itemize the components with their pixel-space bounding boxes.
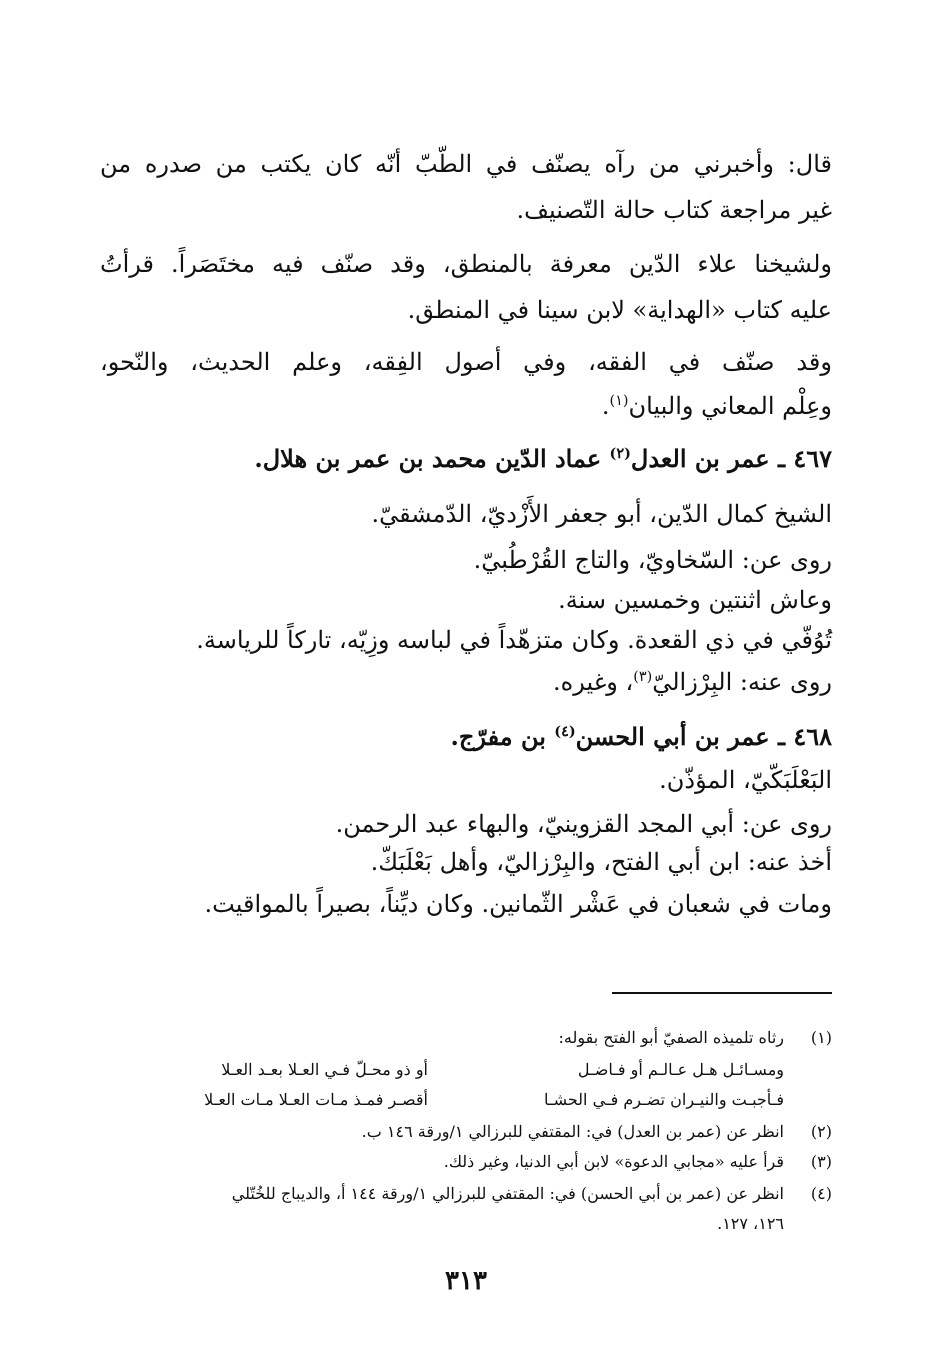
- entry-467-heading: [254, 444, 832, 473]
- footnote-separator: [612, 992, 832, 994]
- entry-467-line5-text: روى عنه: البِرْزاليّ: [652, 668, 832, 696]
- footnote-2-text: انظر عن (عمر بن العدل) في: المقتفي للبرزالي ١/ورقة ١٤٦ ب.: [361, 1122, 784, 1141]
- entry-467-line1: الشيخ كمال الدّين، أبو جعفر الأَزْديّ، الدّمشقيّ.: [371, 500, 832, 528]
- para1-line2: غير مراجعة كتاب حالة التّصنيف.: [516, 196, 832, 224]
- entry-467-title: ٤٦٧ ـ عمر بن العدل: [630, 444, 832, 473]
- entry-468-line2: روى عن: أبي المجد القزوينيّ، والبهاء عبد الرحمن.: [335, 810, 832, 838]
- footnote-1-verse2-right: فـأجبـت والنيـران تضـرم فـي الحشـا: [544, 1090, 784, 1109]
- entry-467-subtitle: عماد الدّين محمد بن عمر بن هلال.: [254, 444, 610, 473]
- page-number: ٣١٣: [445, 1266, 487, 1296]
- para3-line2: [602, 392, 832, 420]
- footnote-1-verse1-left: أو ذو محـلّ فـي العـلا بعـد العـلا: [221, 1060, 428, 1079]
- entry-467-line5-end: ، وغيره.: [553, 668, 634, 696]
- footnote-2-marker: (٢): [810, 1122, 832, 1141]
- footnote-ref-4: (٤): [554, 723, 576, 740]
- para1-line1: قال: وأخبرني من رآه يصنّف في الطّبّ أنّه كان يكتب من صدره من: [100, 150, 832, 178]
- entry-467-line4: تُوُفّي في ذي القعدة. وكان متزهّداً في لباسه وزِيّه، تاركاً للرياسة.: [196, 626, 832, 654]
- entry-468-heading: [451, 722, 832, 751]
- footnote-1-verse1-right: ومسـائـل هـل عـالـم أو فـاضـل: [577, 1060, 784, 1079]
- footnote-ref-3: (٣): [633, 669, 653, 685]
- para2-line2: عليه كتاب «الهداية» لابن سينا في المنطق.: [407, 296, 832, 324]
- entry-468-line3: أخذ عنه: ابن أبي الفتح، والبِرْزاليّ، وأهل بَعْلَبَكّ.: [370, 848, 832, 876]
- para3-line2-end: .: [601, 392, 610, 420]
- entry-468-subtitle: بن مفرّج.: [450, 722, 555, 751]
- entry-468-line1: البَعْلَبَكّيّ، المؤذّن.: [659, 766, 832, 794]
- footnote-4-continuation: ١٢٦، ١٢٧.: [717, 1214, 784, 1233]
- para3-line2-text: وعِلْم المعاني والبيان: [628, 392, 832, 420]
- footnote-1-text: رثاه تلميذه الصفيّ أبو الفتح بقوله:: [558, 1028, 784, 1047]
- footnote-1-marker: (١): [810, 1028, 832, 1047]
- footnote-ref-1: (١): [609, 393, 629, 409]
- footnote-1-verse2-left: أقصـر فمـذ مـات العـلا مـات العـلا: [204, 1090, 428, 1109]
- entry-468-line4: ومات في شعبان في عَشْر الثّمانين. وكان ديِّناً، بصيراً بالمواقيت.: [204, 890, 832, 918]
- footnote-3-text: قرأ عليه «مجابي الدعوة» لابن أبي الدنيا، وغير ذلك.: [443, 1152, 784, 1171]
- footnote-4-marker: (٤): [810, 1184, 832, 1203]
- footnote-ref-2: (٢): [609, 445, 631, 462]
- entry-468-title: ٤٦٨ ـ عمر بن أبي الحسن: [575, 722, 832, 751]
- entry-467-line2: روى عن: السّخاويّ، والتاج القُرْطُبيّ.: [473, 546, 832, 574]
- footnote-3-marker: (٣): [810, 1152, 832, 1171]
- entry-467-line3: وعاش اثنتين وخمسين سنة.: [558, 586, 832, 614]
- para3-line1: وقد صنّف في الفقه، وفي أصول الفِقه، وعلم الحديث، والنّحو،: [100, 348, 832, 376]
- footnote-4-text: انظر عن (عمر بن أبي الحسن) في: المقتفي للبرزالي ١/ورقة ١٤٤ أ، والديباج للخُتّلي: [231, 1184, 784, 1203]
- entry-467-line5: [553, 668, 832, 696]
- para2-line1: ولشيخنا علاء الدّين معرفة بالمنطق، وقد صنّف فيه مختَصَراً. قرأتُ: [100, 250, 832, 278]
